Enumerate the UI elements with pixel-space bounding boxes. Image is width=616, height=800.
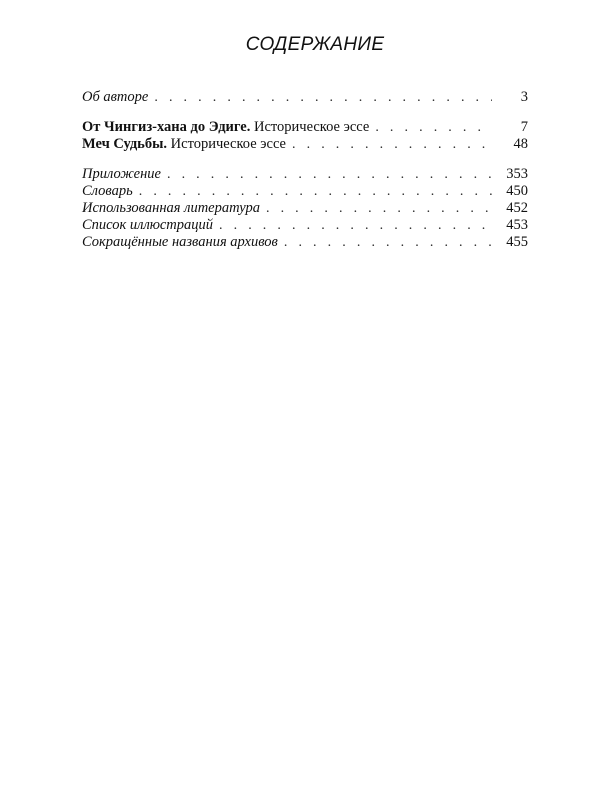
toc-entry-title (82, 119, 373, 136)
toc-page-number: 452 (506, 200, 528, 216)
toc-entry-title: Использованная литература (82, 200, 260, 216)
toc-entry-title: Об авторе (82, 89, 149, 105)
toc-entry[interactable] (82, 234, 528, 251)
toc-group-essays (82, 119, 528, 153)
toc-entry-subtitle: Историческое эссе (253, 119, 370, 135)
toc-entry[interactable] (82, 217, 528, 234)
toc-title: СОДЕРЖАНИЕ (245, 34, 385, 55)
toc-entry-title: Приложение (82, 166, 161, 182)
toc-page-number: 3 (520, 89, 528, 105)
dot-leader (219, 217, 492, 234)
dot-leader (292, 136, 492, 153)
toc-page-number: 7 (520, 119, 528, 135)
dot-leader (375, 119, 492, 136)
toc-entry-title (82, 136, 290, 153)
toc-page-number: 48 (513, 136, 528, 152)
toc-group-front-matter (82, 89, 528, 106)
toc-entry[interactable] (82, 183, 528, 200)
toc-entry[interactable] (82, 136, 528, 153)
toc-entry[interactable] (82, 200, 528, 217)
toc-entry-subtitle: Историческое эссе (170, 136, 286, 152)
toc-entry-bold-title: Меч Судьбы. (82, 136, 168, 152)
toc-page-number: 453 (506, 217, 528, 233)
toc-entry[interactable] (82, 89, 528, 106)
dot-leader (266, 200, 492, 217)
dot-leader (139, 183, 492, 200)
toc-entry[interactable] (82, 119, 528, 136)
toc-entry-bold-title: От Чингиз-хана до Эдиге. (82, 119, 251, 135)
toc-page-number: 450 (506, 183, 528, 199)
dot-leader (154, 89, 492, 106)
toc-entry-title: Словарь (82, 183, 133, 199)
dot-leader (167, 166, 492, 183)
toc-page-number: 353 (506, 166, 528, 182)
toc-entry-title: Список иллюстраций (82, 217, 213, 233)
toc-entry[interactable] (82, 166, 528, 183)
toc-group-back-matter (82, 166, 528, 251)
table-of-contents (82, 89, 528, 251)
toc-entry-title: Сокращённые названия архивов (82, 234, 278, 250)
toc-page-number: 455 (506, 234, 528, 250)
dot-leader (284, 234, 492, 251)
